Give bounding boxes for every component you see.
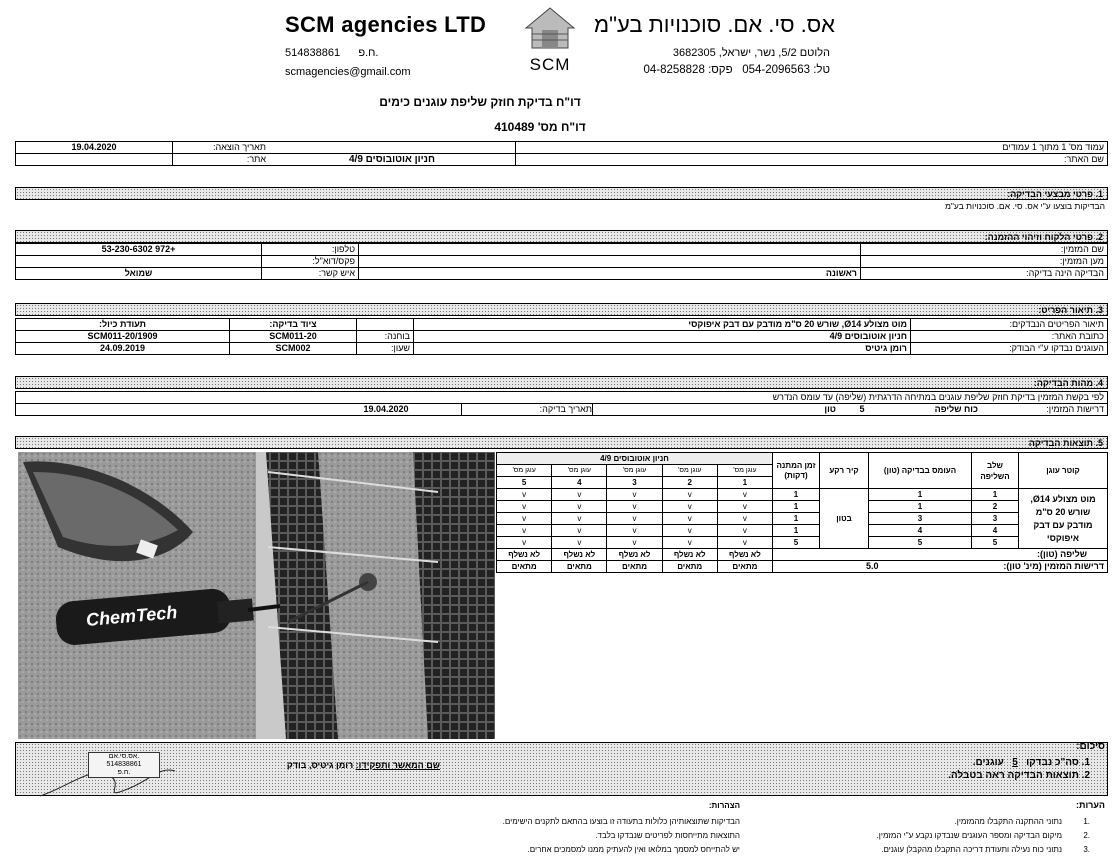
clock-value: SCM002 (230, 343, 357, 355)
pull-2: לא נשלף (662, 549, 717, 561)
contact-value: שמואל (16, 268, 262, 280)
anchor-no-5-label: עוגן מס' (497, 465, 552, 477)
sec3-header (15, 303, 1108, 316)
sec4-text: לפי בקשת המזמין בדיקת חוזק שליפת עוגנים במתיחה הדרגתית (שליפה) עד עומס הנדרש (16, 392, 1108, 404)
sec1-text: הבדיקות בוצעו ע"י אס. סי. אם. סוכנויות בע"מ (945, 201, 1105, 211)
stage-4: 4 (972, 525, 1019, 537)
wait-5: 5 (773, 537, 820, 549)
clock-date: 24.09.2019 (16, 343, 230, 355)
fit-2: מתאים (662, 561, 717, 573)
site-addr-label: כתובת האתר: (911, 331, 1108, 343)
note-1: .1נתוני ההתקנה התקבלו מהמזמין. (954, 817, 1090, 826)
remarks-title: הצהרות: (708, 801, 740, 810)
customer-addr-label: מען המזמין: (861, 256, 1108, 268)
pull-5: לא נשלף (497, 549, 552, 561)
summary-count: 5 (1012, 757, 1018, 768)
test-photo (18, 452, 495, 739)
pull-4: לא נשלף (552, 549, 607, 561)
check-5-5: v (497, 537, 552, 549)
sec1-title: 1. פרטי מבצעי הבדיקה: (1007, 189, 1103, 199)
approver-label: שם המאשר ותפקידו: (355, 760, 440, 770)
check-1-5: v (497, 489, 552, 501)
anchor-no-3: 3 (607, 477, 662, 489)
pull-1: לא נשלף (717, 549, 772, 561)
check-3-5: v (497, 513, 552, 525)
items-label: תיאור הפריטים הנבדקים: (911, 319, 1108, 331)
pull-label: שליפה (טון): (773, 549, 1108, 561)
check-4-5: v (497, 525, 552, 537)
test-date-label: תאריך בדיקה: (539, 404, 592, 414)
check-2-1: v (717, 501, 772, 513)
fit-4: מתאים (552, 561, 607, 573)
req-label: דרישות המזמין: (981, 404, 1108, 416)
summary-line2: 2. תוצאות הבדיקה ראה בטבלה. (948, 770, 1090, 781)
base-material: בטון (820, 489, 869, 549)
col-wait-header: זמן המתנה (דקות) (773, 453, 820, 489)
tested-by-label: העוגנים נבדקו ע"י הבודק: (911, 343, 1108, 355)
customer-name-label: שם המזמין: (861, 244, 1108, 256)
check-4-4: v (552, 525, 607, 537)
req-value: 5 (839, 404, 885, 416)
items-value: מוט מצולע Ø14, שורש 20 ס"מ מודבק עם דבק איפוקסי (414, 319, 911, 331)
site-name: חניון אוטובוסים 4/9 (269, 154, 516, 166)
req-unit: טון (593, 404, 840, 416)
check-1-4: v (552, 489, 607, 501)
fit-3: מתאים (607, 561, 662, 573)
phone-value: +972 53-230-6302 (16, 244, 262, 256)
req-min-label: דרישות המזמין (מינ' טון): (972, 561, 1108, 573)
anchor-no-2: 2 (662, 477, 717, 489)
item-table (15, 318, 1108, 355)
calib-label: תעודת כיול: (16, 319, 230, 331)
stamp-line1: אס.סי.אם. (108, 753, 140, 760)
site-name-label: שם האתר: (516, 154, 1108, 166)
stage-2: 2 (972, 501, 1019, 513)
check-5-1: v (717, 537, 772, 549)
fit-5: מתאים (497, 561, 552, 573)
company-stamp (88, 752, 160, 778)
test-is-value: ראשונה (359, 268, 861, 280)
test-nature-table (15, 391, 1108, 416)
load-3: 3 (869, 513, 972, 525)
hp-number: 514838861 ח.פ. (285, 47, 379, 59)
report-number-line: דו"ח מס' 410489 (494, 120, 586, 134)
stage-1: 1 (972, 489, 1019, 501)
remark-1: הבדיקות שתוצאותיהן כלולות בתעודה זו בוצעו בהתאם לתקנים הישימים. (502, 817, 740, 826)
sec3-title: 3. תיאור הפריט: (1038, 305, 1103, 315)
check-4-2: v (662, 525, 717, 537)
company-logo (520, 4, 580, 74)
issue-date-label: תאריך הוצאה: (173, 142, 270, 154)
stamp-line3: ח.פ. (117, 769, 131, 776)
anchor-no-4-label: עוגן מס' (552, 465, 607, 477)
pull-3: לא נשלף (607, 549, 662, 561)
photo-illustration (18, 452, 495, 739)
clock-label: שעון: (357, 343, 414, 355)
remark-2: התוצאות מתייחסות לפריטים שנבדקו בלבד. (595, 831, 740, 840)
phone-label: טלפון: (262, 244, 359, 256)
check-4-3: v (607, 525, 662, 537)
stage-3: 3 (972, 513, 1019, 525)
site-header: חניון אוטובוסים 4/9 (497, 453, 773, 465)
summary-line1: 1. סה"כ נבדקו 5 עוגנים. (972, 757, 1090, 768)
sec4-header (15, 376, 1108, 389)
wait-4: 1 (773, 525, 820, 537)
company-address: הלוטם 5/2, נשר, ישראל, 3682305 (672, 47, 830, 59)
anchor-no-5: 5 (497, 477, 552, 489)
wait-3: 1 (773, 513, 820, 525)
anchor-no-1-label: עוגן מס' (717, 465, 772, 477)
approver-name: רומן גיטיס, בודק (286, 760, 354, 770)
check-5-3: v (607, 537, 662, 549)
report-title: דו"ח בדיקת חוזק שליפת עוגנים כימים (379, 95, 581, 109)
results-table (496, 452, 1108, 573)
anchor-no-4: 4 (552, 477, 607, 489)
page-info: עמוד מס' 1 מתוך 1 עמודים (516, 142, 1108, 154)
check-2-2: v (662, 501, 717, 513)
remarks-list (410, 815, 740, 857)
check-1-3: v (607, 489, 662, 501)
anchor-description: מוט מצולע Ø14, שורש 20 ס"מ מודבק עם דבק איפוקסי (1019, 489, 1108, 549)
wait-2: 1 (773, 501, 820, 513)
test-date: 19.04.2020 (311, 404, 462, 415)
check-3-4: v (552, 513, 607, 525)
approver-line (190, 760, 440, 770)
gauge-label: בוחנה: (357, 331, 414, 343)
note-2: .2מיקום הבדיקה ומספר העוגנים שנבדקו נקבע ע"י המזמין. (876, 831, 1090, 840)
gauge-value: SCM011-20 (230, 331, 357, 343)
sec5-title: 5. תוצאות הבדיקה (1028, 438, 1103, 448)
load-4: 4 (869, 525, 972, 537)
tested-by-value: רומן גיטיס (414, 343, 911, 355)
issue-date: 19.04.2020 (16, 142, 173, 154)
test-is-label: הבדיקה הינה בדיקה: (861, 268, 1108, 280)
sec2-title: 2. פרטי הלקוח וזיהוי ההזמנה: (984, 232, 1103, 242)
note-3: .3נתוני כוח נעילה ותעודת דריכה התקבלו מהקבלן עוגנים. (881, 845, 1090, 854)
sec4-title: 4. מהות הבדיקה: (1033, 378, 1103, 388)
req-min-value: 5.0 (773, 561, 972, 573)
company-name-he: אס. סי. אם. סוכנויות בע"מ (594, 12, 835, 37)
sec2-header (15, 230, 1108, 243)
stamp-line2: 514838861 (106, 761, 142, 768)
fit-1: מתאים (717, 561, 772, 573)
col-stage-header: שלב השליפה (972, 453, 1019, 489)
check-2-5: v (497, 501, 552, 513)
check-3-1: v (717, 513, 772, 525)
col-anchor-header: קוטר עוגן (1019, 453, 1108, 489)
gauge-cert: 1909/SCM011-20 (16, 331, 230, 343)
equip-label: ציוד בדיקה: (230, 319, 357, 331)
check-1-2: v (662, 489, 717, 501)
email: scmagencies@gmail.com (285, 66, 411, 78)
company-name-en: SCM agencies LTD (285, 12, 487, 37)
col-load-header: העומס בבדיקה (טון) (869, 453, 972, 489)
anchor-no-1: 1 (717, 477, 772, 489)
site-label: אתר: (173, 154, 270, 166)
sec1-header (15, 187, 1108, 200)
contact-label: איש קשר: (262, 268, 359, 280)
photo-brand-text: ChemTech (85, 602, 179, 630)
fax-label: פקס/דוא"ל: (262, 256, 359, 268)
wait-1: 1 (773, 489, 820, 501)
site-addr-value: חניון אוטובוסים 4/9 (414, 331, 911, 343)
anchor-no-2-label: עוגן מס' (662, 465, 717, 477)
load-2: 1 (869, 501, 972, 513)
check-2-4: v (552, 501, 607, 513)
col-base-header: קיר רקע (820, 453, 869, 489)
remark-3: יש להתייחס למסמך במלואו ואין להעתיק ממנו למסמכים אחרים. (527, 845, 740, 854)
logo-house-icon (520, 4, 580, 52)
check-1-1: v (717, 489, 772, 501)
check-5-2: v (662, 537, 717, 549)
check-3-2: v (662, 513, 717, 525)
test-date-cell (16, 404, 593, 416)
load-5: 5 (869, 537, 972, 549)
customer-table (15, 243, 1108, 280)
notes-list (760, 815, 1090, 857)
load-1: 1 (869, 489, 972, 501)
company-contacts: טל: 054-2096563 פקס: 04-8258828 (643, 64, 830, 76)
stage-5: 5 (972, 537, 1019, 549)
doc-info-table (15, 141, 1108, 166)
check-2-3: v (607, 501, 662, 513)
stamp-signature (30, 746, 180, 804)
anchor-no-3-label: עוגן מס' (607, 465, 662, 477)
summary-title: סיכום: (1076, 741, 1105, 752)
sec5-header (15, 436, 1108, 449)
check-3-3: v (607, 513, 662, 525)
check-4-1: v (717, 525, 772, 537)
req-force: כוח שליפה (885, 404, 981, 416)
notes-title: הערות: (1075, 800, 1105, 810)
logo-text: SCM (529, 55, 571, 74)
check-5-4: v (552, 537, 607, 549)
